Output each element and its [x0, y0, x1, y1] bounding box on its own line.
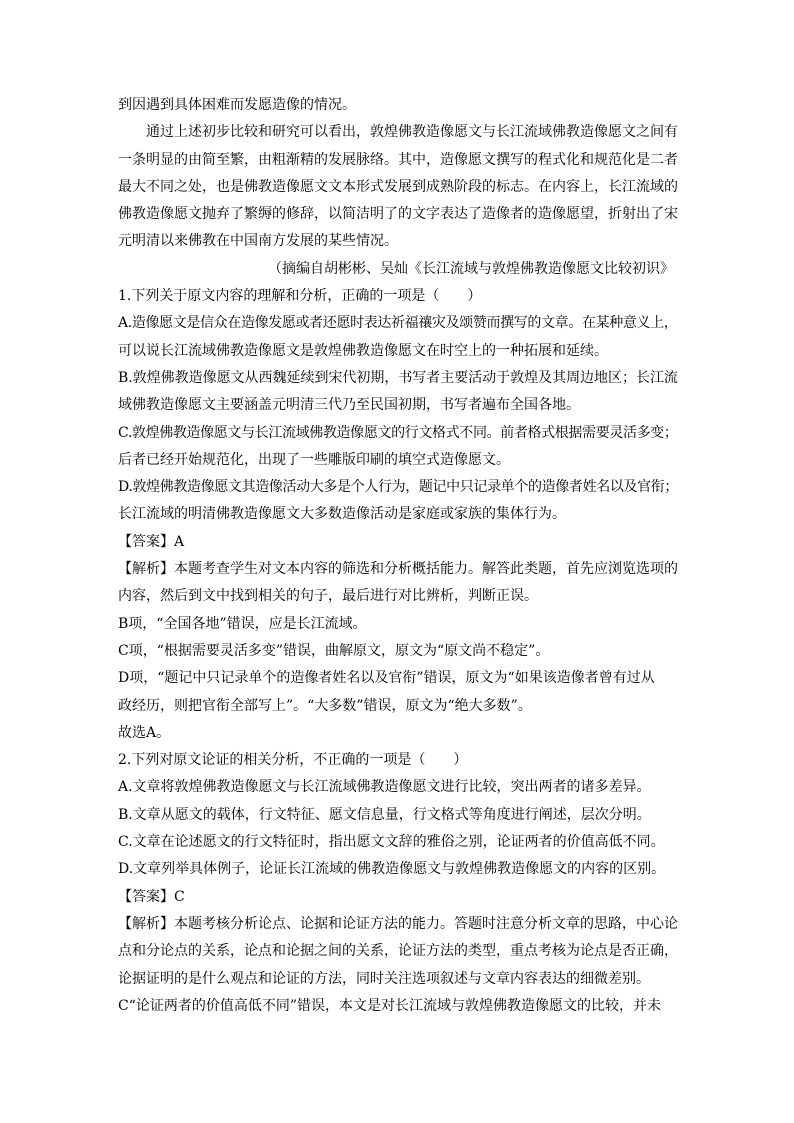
paragraph-line: 到因遇到具体困难而发愿造像的情况。 — [118, 97, 356, 113]
analysis-line: C“论证两者的价值高低不同”错误，本文是对长江流域与敦煌佛教造像愿文的比较，并未 — [118, 997, 662, 1014]
paragraph-line: 佛教造像愿文抛弃了繁缛的修辞，以简洁明了的文字表达了造像者的造像愿望，折射出了宋 — [118, 206, 678, 223]
option-d: D.敦煌佛教造像愿文其造像活动大多是个人行为，题记中只记录单个的造像者姓名以及官衔； — [118, 479, 679, 496]
paragraph-line: 元明清以来佛教在中国南方发展的某些情况。 — [118, 233, 398, 250]
option-c: C.敦煌佛教造像愿文与长江流域佛教造像愿文的行文格式不同。前者格式根据需要灵活多变； — [118, 424, 678, 441]
question-stem: 2.下列对原文论证的相关分析，不正确的一项是（ ） — [118, 752, 468, 769]
analysis-line: 内容，然后到文中找到相关的句子，最后进行对比辨析，判断正误。 — [118, 588, 538, 605]
answer-line: 【答案】C — [118, 888, 185, 905]
analysis-line: C项，“根据需要灵活多变”错误，曲解原文，原文为“原文尚不稳定”。 — [118, 642, 550, 659]
option-d-cont: 长江流域的明清佛教造像愿文大多数造像活动是家庭或家族的集体行为。 — [118, 506, 566, 523]
option-b: B.文章从愿文的载体，行文特征、愿文信息量，行文格式等角度进行阐述，层次分明。 — [118, 806, 651, 823]
option-a-cont: 可以说长江流域佛教造像愿文是敦煌佛教造像愿文在时空上的一种拓展和延续。 — [118, 342, 608, 359]
option-b-cont: 域佛教造像愿文主要涵盖元明清三代乃至民国初期，书写者遍布全国各地。 — [118, 397, 580, 414]
analysis-line: 故选A。 — [118, 724, 171, 741]
analysis-line: B项，“全国各地”错误，应是长江流域。 — [118, 615, 367, 632]
paragraph-line: 最大不同之处，也是佛教造像愿文文本形式发展到成熟阶段的标志。在内容上，长江流域的 — [118, 178, 678, 195]
analysis-line: 【解析】本题考核分析论点、论据和论证方法的能力。答题时注意分析文章的思路，中心论 — [118, 915, 678, 932]
option-b: B.敦煌佛教造像愿文从西魏延续到宋代初期，书写者主要活动于敦煌及其周边地区；长江流 — [118, 369, 678, 386]
option-a: A.文章将敦煌佛教造像愿文与长江流域佛教造像愿文进行比较，突出两者的诸多差异。 — [118, 779, 651, 796]
option-c-cont: 后者已经开始规范化，出现了一些雕版印刷的填空式造像愿文。 — [118, 451, 510, 468]
paragraph-line: 一条明显的由简至繁，由粗渐精的发展脉络。其中，造像愿文撰写的程式化和规范化是二者 — [118, 151, 678, 168]
option-c: C.文章在论述愿文的行文特征时，指出愿文文辞的雅俗之别，论证两者的价值高低不同。 — [118, 834, 665, 851]
analysis-line: 点和分论点的关系，论点和论据之间的关系，论证方法的类型，重点考核为论点是否正确， — [118, 943, 678, 960]
document-page — [118, 92, 678, 1020]
analysis-line: 政经历，则把官衔全部写上”。“大多数”错误，原文为“绝大多数”。 — [118, 697, 532, 714]
source-citation: （摘编自胡彬彬、吴灿《长江流域与敦煌佛教造像愿文比较初识》 — [268, 260, 674, 277]
option-d: D.文章列举具体例子，论证长江流域的佛教造像愿文与敦煌佛教造像愿文的内容的区别。 — [118, 861, 666, 878]
question-stem: 1.下列关于原文内容的理解和分析，正确的一项是（ ） — [118, 288, 482, 305]
analysis-line: 论据证明的是什么观点和论证的方法，同时关注选项叙述与文章内容表达的细微差别。 — [118, 970, 650, 987]
answer-line: 【答案】A — [118, 533, 185, 550]
option-a: A.造像愿文是信众在造像发愿或者还愿时表达祈福禳灾及颂赞而撰写的文章。在某种意义上， — [118, 315, 678, 332]
paragraph-line: 通过上述初步比较和研究可以看出，敦煌佛教造像愿文与长江流域佛教造像愿文之间有 — [146, 124, 678, 141]
analysis-line: D项，“题记中只记录单个的造像者姓名以及官衔”错误，原文为“如果该造像者曾有过从 — [118, 670, 655, 687]
analysis-line: 【解析】本题考查学生对文本内容的筛选和分析概括能力。解答此类题，首先应浏览选项的 — [118, 561, 678, 578]
